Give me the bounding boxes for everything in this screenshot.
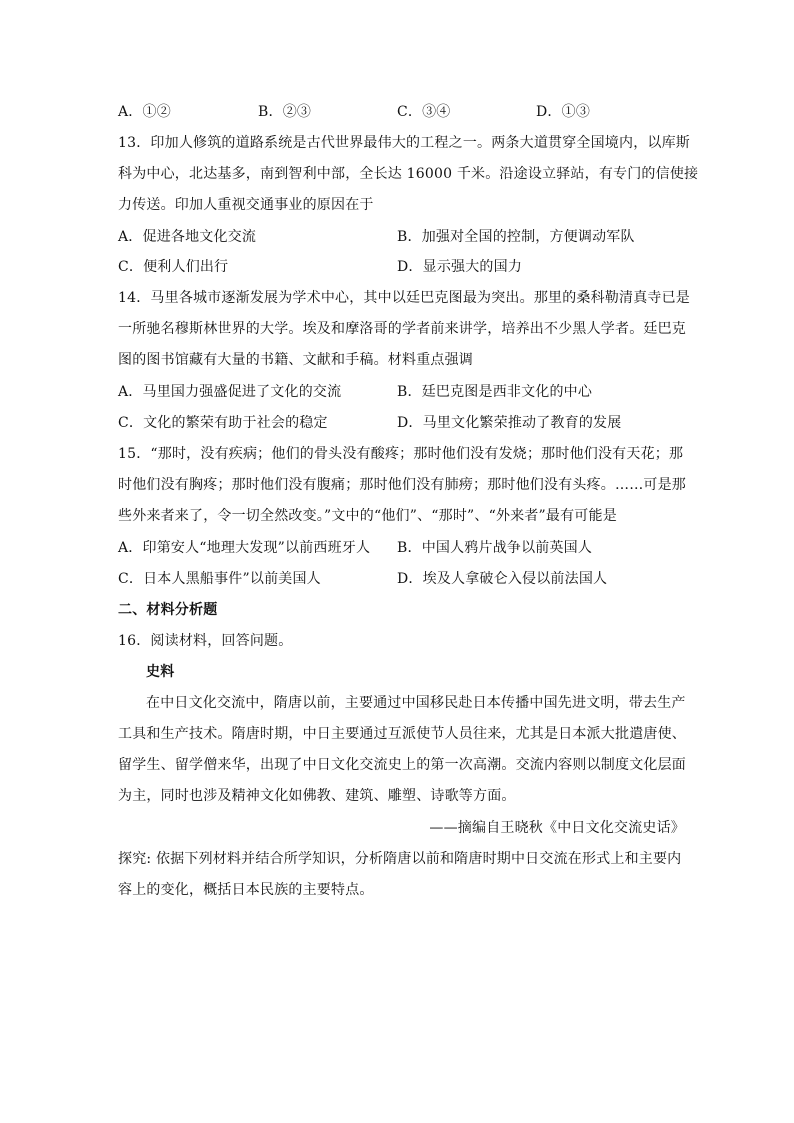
q16-stem: 16．阅读材料，回答问题。 [118,633,293,649]
q13-option-a: A．促进各地文化交流 [118,229,257,245]
q15-option-b: B．中国人鸦片战争以前英国人 [397,540,593,556]
q14-option-d: D．马里文化繁荣推动了教育的发展 [397,415,622,431]
section-title: 二、材料分析题 [118,602,218,618]
q15-options-row-1 [118,535,688,561]
q13-option-d: D．显示强大的国力 [397,259,523,275]
q14-option-a: A．马里国力强盛促进了文化的交流 [118,384,342,400]
material-source: ——摘编自王晓秋《中日文化交流史话》 [429,820,685,836]
q15-option-c: C．日本人黑船事件”以前美国人 [118,571,321,587]
q14-stem-line-3: 图的图书馆藏有大量的书籍、文献和手稿。材料重点强调 [118,352,473,368]
q15-stem-line-3: 些外来者来了，令一切全然改变。”文中的“他们”、“那时”、“外来者”最有可能是 [118,508,617,524]
q13-option-b: B．加强对全国的控制，方便调动军队 [397,229,635,245]
q14-options-row-2 [118,410,688,436]
q12-option-d: D．①③ [536,104,591,120]
q15-stem-line-1: 15．“那时，没有疾病；他们的骨头没有酸疼；那时他们没有发烧；那时他们没有天花；那 [118,446,684,462]
q13-stem-line-1: 13．印加人修筑的道路系统是古代世界最伟大的工程之一。两条大道贯穿全国境内，以库斯 [118,135,691,151]
q15-stem-line-2: 时他们没有胸疼；那时他们没有腹痛；那时他们没有肺痨；那时他们没有头疼。……可是那 [118,477,686,493]
q13-stem-line-3: 力传送。印加人重视交通事业的原因在于 [118,197,374,213]
material-line-3: 留学生、留学僧来华，出现了中日文化交流史上的第一次高潮。交流内容则以制度文化层面 [118,757,686,773]
q12-option-a: A．①② [118,104,171,120]
material-title: 史料 [146,664,175,680]
q12-option-c: C．③④ [397,104,451,120]
q15-option-d: D．埃及人拿破仑入侵以前法国人 [397,571,608,587]
q15-options-row-2 [118,566,688,592]
q15-option-a: A．印第安人“地理大发现”以前西班牙人 [118,540,371,556]
q14-stem-line-2: 一所驰名穆斯林世界的大学。埃及和摩洛哥的学者前来讲学，培养出不少黑人学者。廷巴克 [118,321,686,337]
material-line-4: 为主，同时也涉及精神文化如佛教、建筑、雕塑、诗歌等方面。 [118,788,516,804]
q13-stem-line-2: 科为中心，北达基多，南到智利中部，全长达 16000 千米。沿途设立驿站，有专门的信使接 [118,166,699,182]
q16-question-line-2: 容上的变化，概括日本民族的主要特点。 [118,882,374,898]
material-line-2: 工具和生产技术。隋唐时期，中日主要通过互派使节人员往来，尤其是日本派大批遣唐使、 [118,726,686,742]
q13-options-row-1 [118,224,688,250]
q14-option-b: B．廷巴克图是西非文化的中心 [397,384,593,400]
q14-option-c: C．文化的繁荣有助于社会的稳定 [118,415,328,431]
q12-option-b: B．②③ [258,104,312,120]
q16-question-line-1: 探究: 依据下列材料并结合所学知识，分析隋唐以前和隋唐时期中日交流在形式上和主要内 [118,851,682,867]
q13-options-row-2 [118,254,688,280]
q14-options-row-1 [118,379,688,405]
q12-options [118,99,688,125]
q13-option-c: C．便利人们出行 [118,259,229,275]
material-line-1: 在中日文化交流中，隋唐以前，主要通过中国移民赴日本传播中国先进文明，带去生产 [146,695,686,711]
q14-stem-line-1: 14．马里各城市逐渐发展为学术中心，其中以廷巴克图最为突出。那里的桑科勒清真寺已是 [118,290,691,306]
